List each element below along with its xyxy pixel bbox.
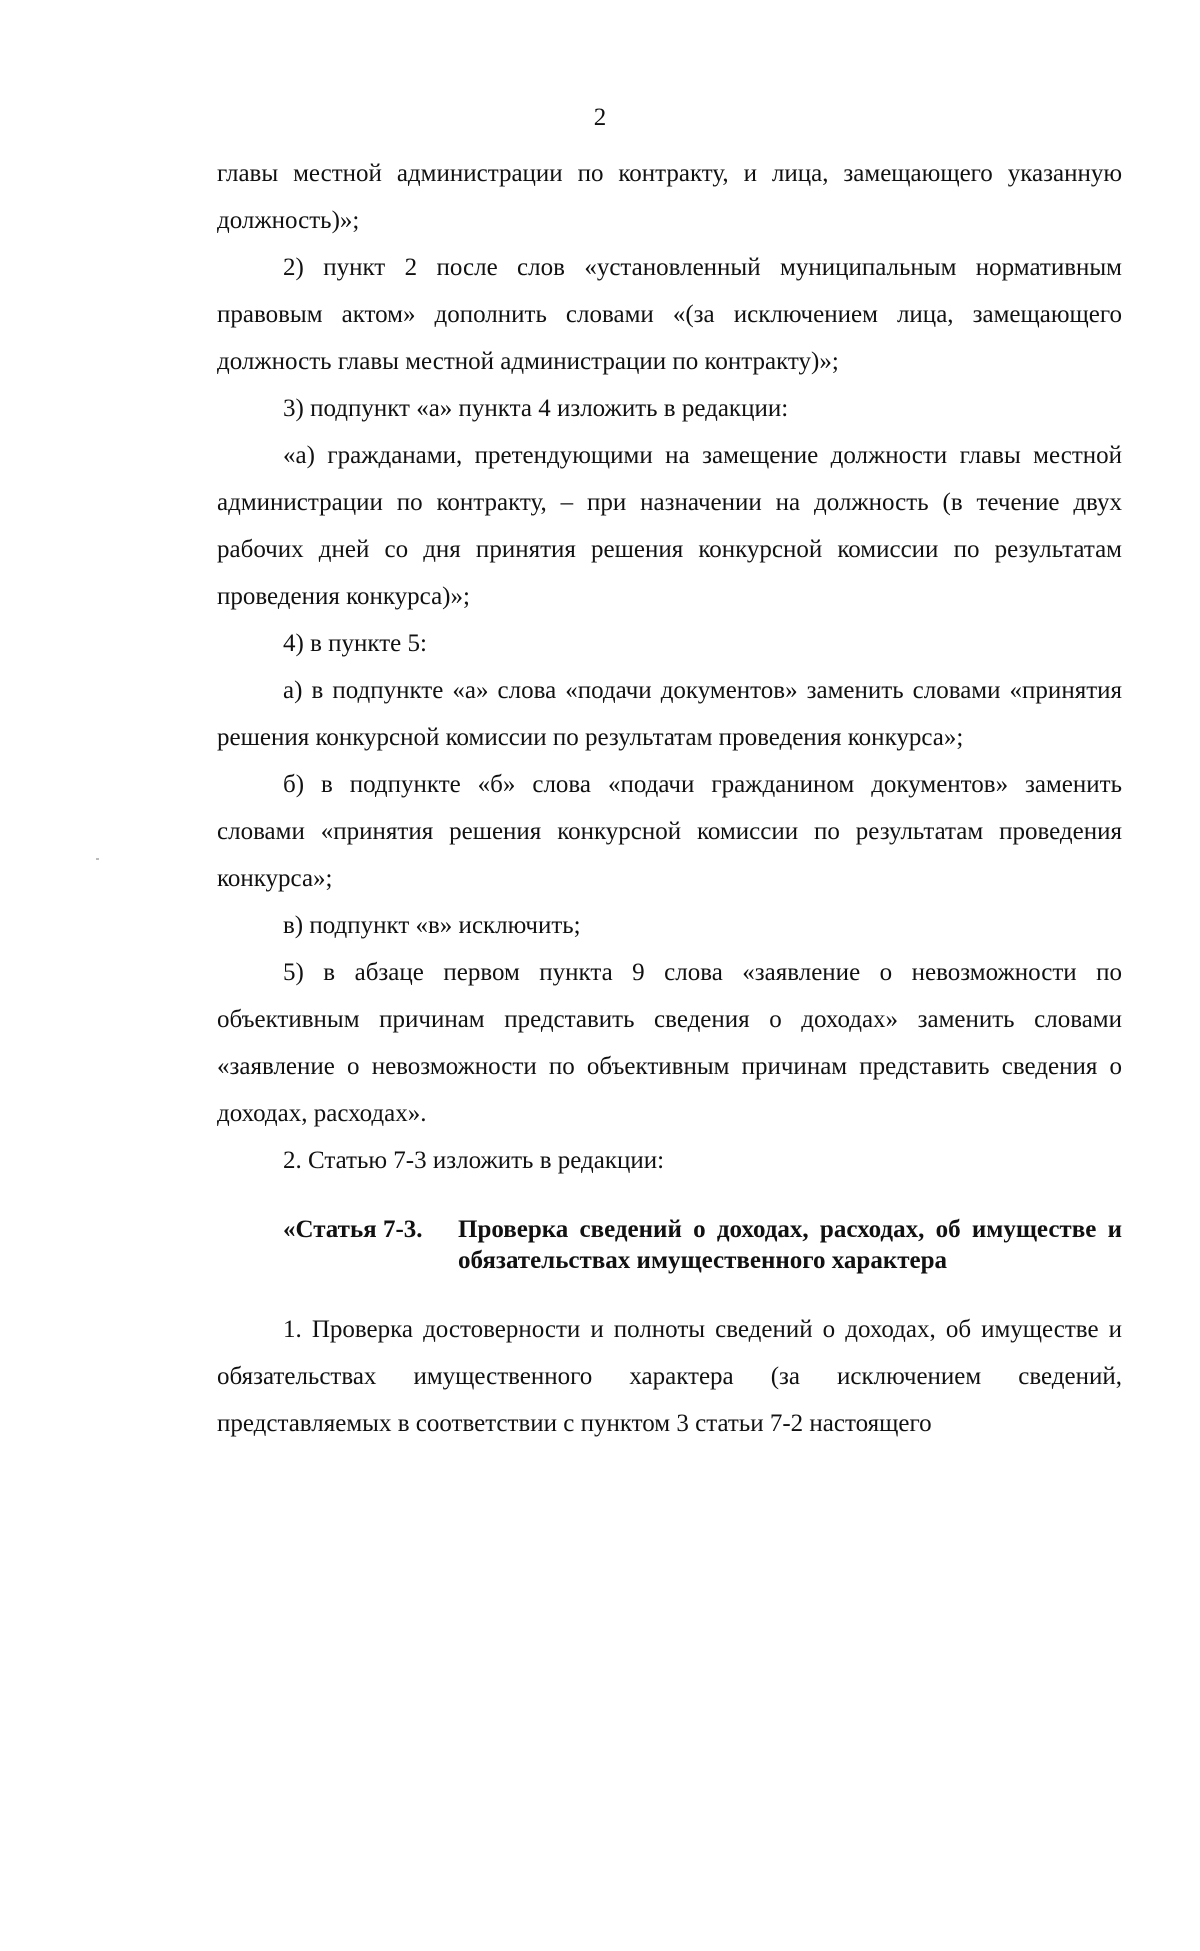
paragraph-section-2: 2. Статью 7-3 изложить в редакции: [283, 1147, 665, 1174]
paragraph-item-2: 2) пункт 2 после слов «установленный муниципальным нормативным правовым актом» дополнить словами «(за исключением лица, замещающего должность главы местной администрации по контракту)»; [217, 254, 1122, 375]
paragraph-subitem-a-quote: «а) гражданами, претендующими на замещение должности главы местной администрации по контракту, – при назначении на должность (в течение двух рабочих дней со дня принятия решения конкурсной комиссии по результатам проведения конкурса)»; [217, 442, 1122, 610]
document-body [217, 150, 1122, 1447]
article-number: «Статья 7-3. [283, 1216, 423, 1243]
paragraph-subitem-v: в) подпункт «в» исключить; [283, 912, 581, 939]
paragraph-item-3: 3) подпункт «а» пункта 4 изложить в редакции: [283, 395, 789, 422]
paragraph-subitem-b: б) в подпункте «б» слова «подачи гражданином документов» заменить словами «принятия решения конкурсной комиссии по результатам проведения конкурса»; [217, 771, 1122, 892]
paragraph-item-4: 4) в пункте 5: [283, 630, 427, 657]
paragraph-subitem-a: а) в подпункте «а» слова «подачи документов» заменить словами «принятия решения конкурсной комиссии по результатам проведения конкурса»; [217, 677, 1122, 751]
article-heading [217, 1214, 1122, 1276]
paragraph-continuation: главы местной администрации по контракту, и лица, замещающего указанную должность)»; [217, 160, 1122, 234]
scan-artifact [96, 858, 99, 860]
paragraph-item-5: 5) в абзаце первом пункта 9 слова «заявление о невозможности по объективным причинам представить сведения о доходах» заменить словами «заявление о невозможности по объективным причинам представить сведения о доходах, расходах». [217, 959, 1122, 1127]
article-paragraph-1: 1. Проверка достоверности и полноты сведений о доходах, об имуществе и обязательствах имущественного характера (за исключением сведений, представляемых в соответствии с пунктом 3 статьи 7-2 настоящего [217, 1316, 1122, 1437]
page-number: 2 [593, 104, 607, 131]
article-title: Проверка сведений о доходах, расходах, об имуществе и обязательствах имущественного характера [458, 1216, 1122, 1274]
